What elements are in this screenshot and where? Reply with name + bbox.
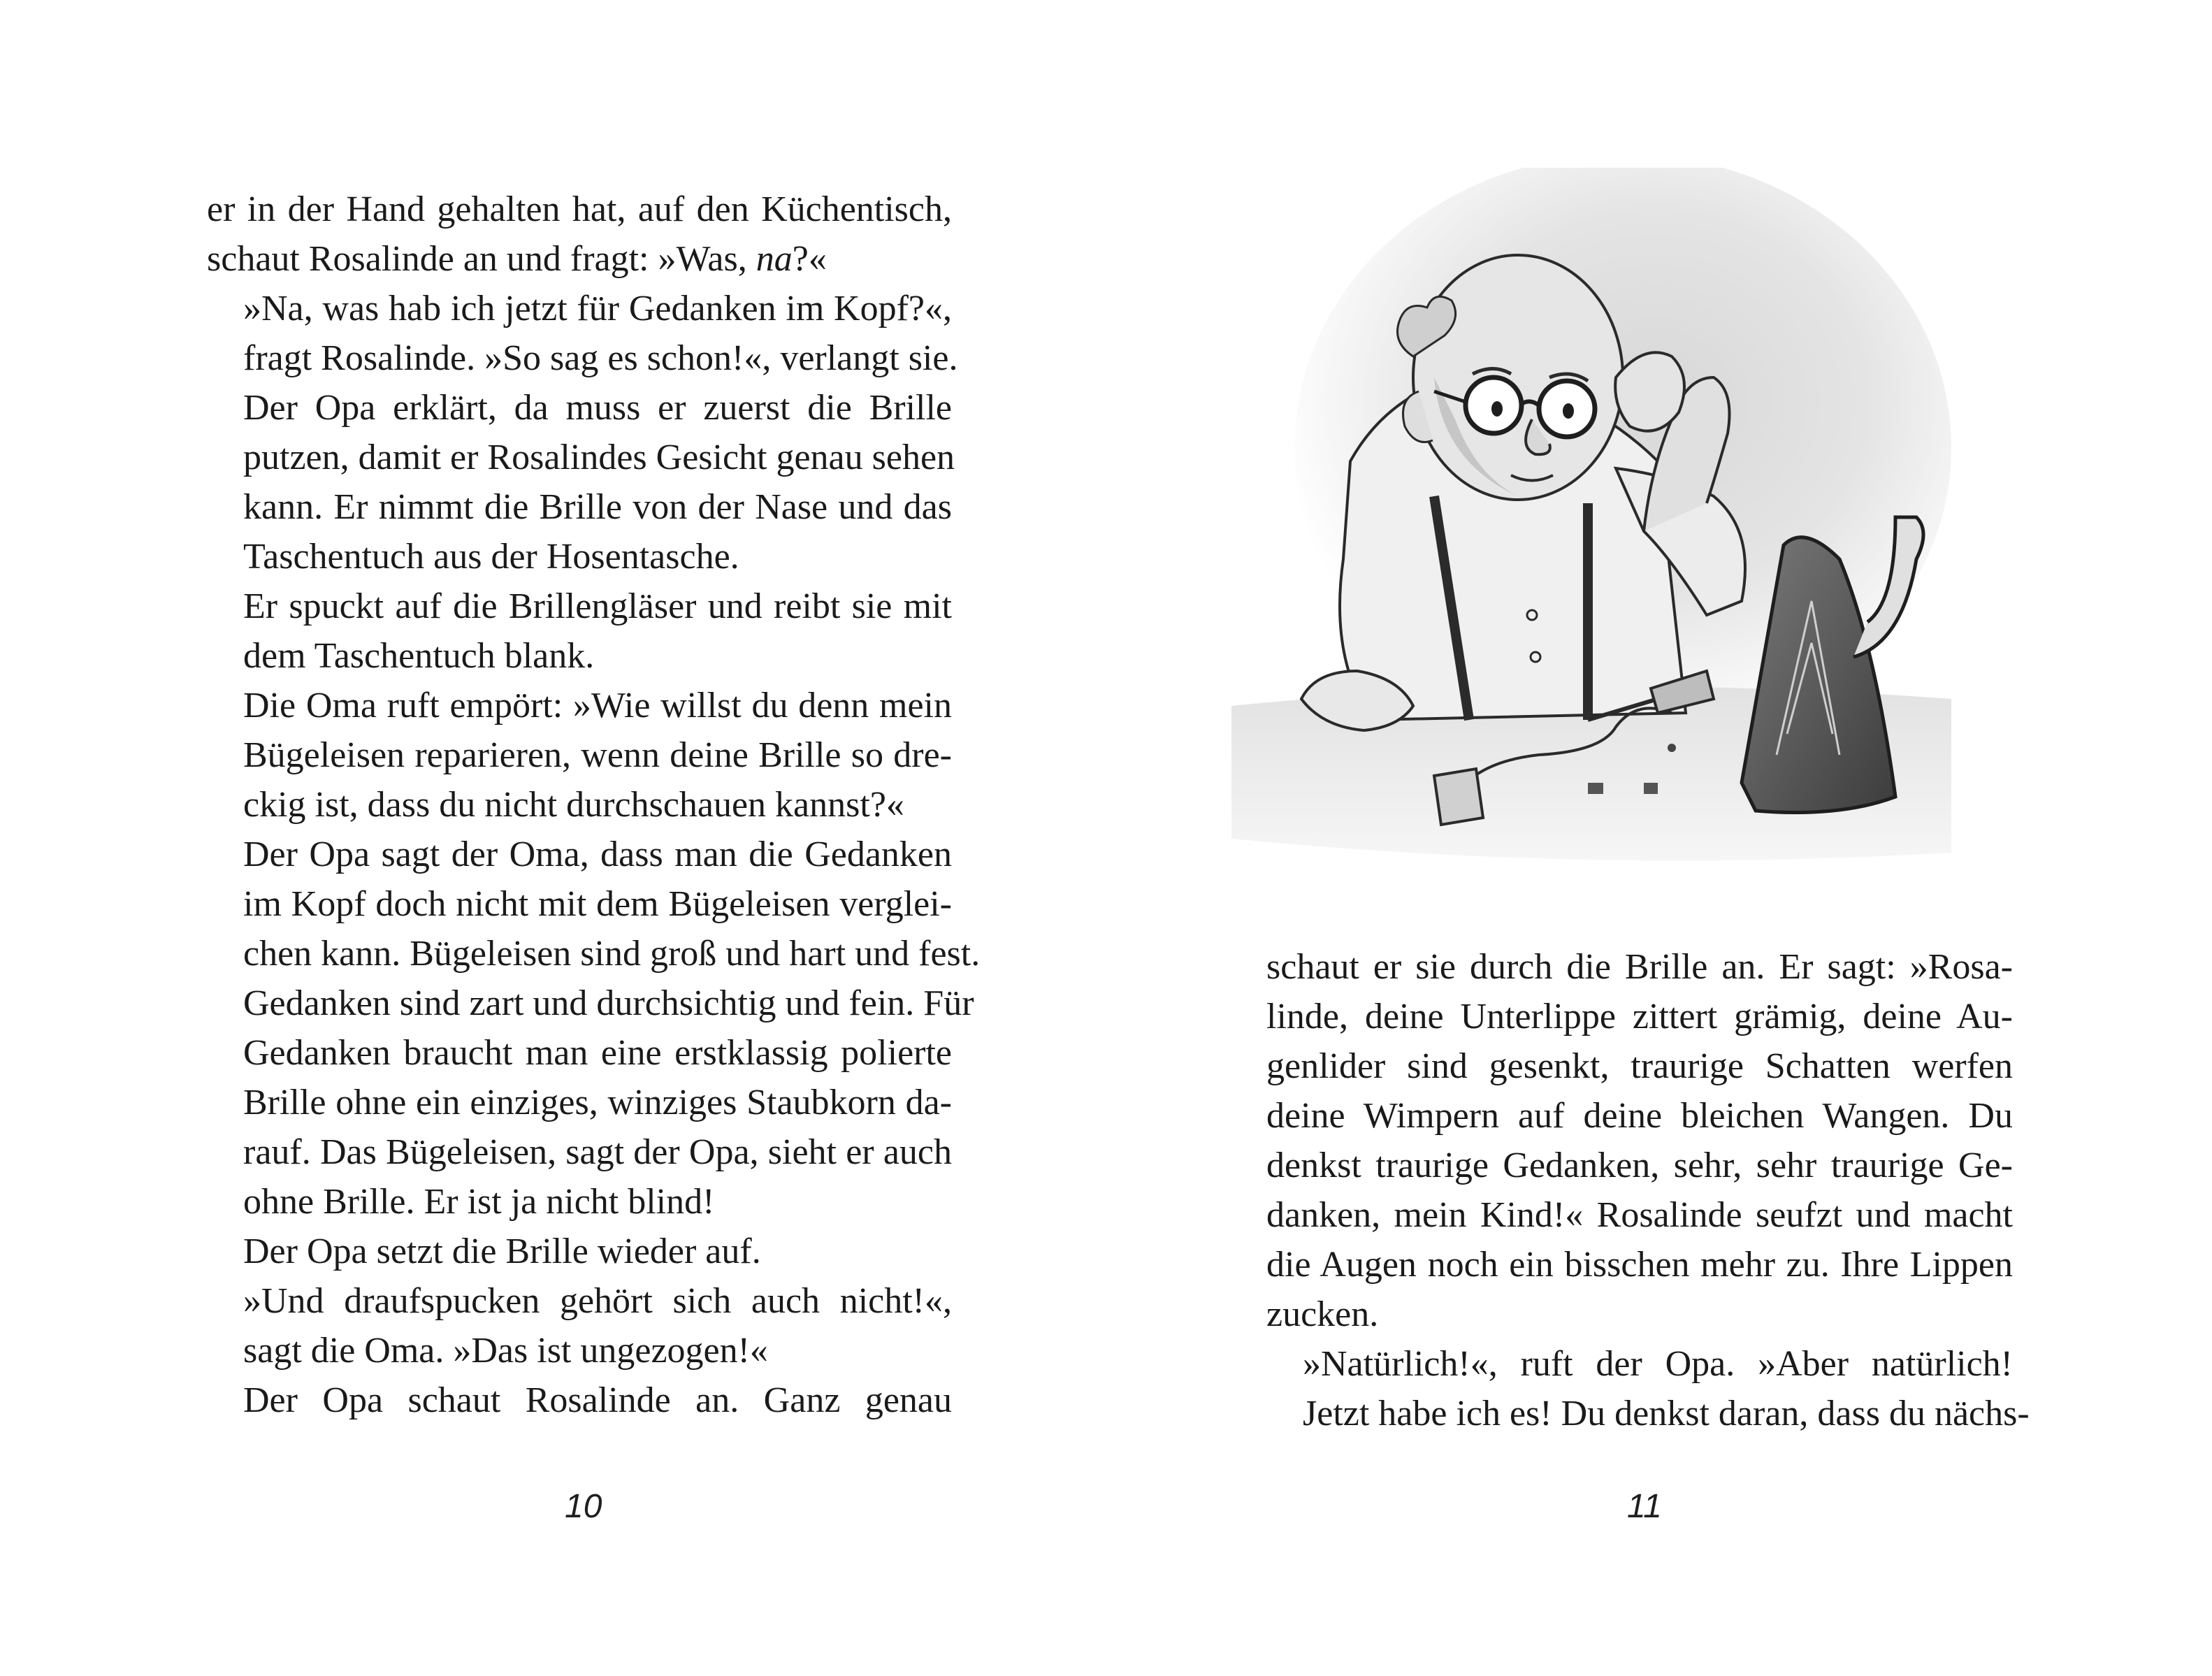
text-line: ohne Brille. Er ist ja nicht blind! xyxy=(243,1182,715,1222)
text-line: genlider sind gesenkt, traurige Schatten werfen xyxy=(1266,1046,2013,1086)
head xyxy=(1413,255,1623,500)
text-line: fragt Rosalinde. »So sag es schon!«, verlangt sie. xyxy=(243,338,958,378)
text-line: »Na, was hab ich jetzt für Gedanken im Kopf?«, xyxy=(243,289,952,328)
eye-right xyxy=(1563,403,1574,419)
text-line: im Kopf doch nicht mit dem Bügeleisen verglei- xyxy=(243,884,952,924)
text-line: Jetzt habe ich es! Du denkst daran, dass du nächs- xyxy=(1303,1394,2030,1433)
text-line: dem Taschentuch blank. xyxy=(243,636,595,676)
text-line: Die Oma ruft empört: »Wie willst du denn mein xyxy=(243,686,952,725)
text-line: Der Opa erklärt, da muss er zuerst die Brille xyxy=(243,388,952,428)
text-line: sagt die Oma. »Das ist ungezogen!« xyxy=(243,1331,768,1371)
left-page-text xyxy=(207,185,981,1425)
eye-left xyxy=(1491,401,1503,417)
paragraph xyxy=(207,581,952,681)
text-line: Der Opa schaut Rosalinde an. Ganz genau xyxy=(243,1380,952,1420)
right-page xyxy=(1106,0,2212,1676)
text-line: zucken. xyxy=(1266,1294,1379,1334)
text-line: danken, mein Kind!« Rosalinde seufzt und macht xyxy=(1266,1195,2013,1235)
paragraph xyxy=(207,681,952,830)
paragraph xyxy=(207,185,952,284)
paragraph xyxy=(1266,1339,2030,1438)
text-line: »Und draufspucken gehört sich auch nicht!«, xyxy=(243,1281,952,1321)
text-line: Gedanken sind zart und durchsichtig und fein. Für xyxy=(243,983,974,1023)
text-line: Brille ohne ein einziges, winziges Staubkorn da- xyxy=(243,1083,952,1122)
screw xyxy=(1588,783,1603,794)
paragraph xyxy=(207,1276,952,1375)
text-line: linde, deine Unterlippe zittert grämig, deine Au- xyxy=(1266,997,2013,1036)
paragraph xyxy=(207,383,955,581)
paragraph xyxy=(1266,942,2013,1339)
text-line: rauf. Das Bügeleisen, sagt der Opa, sieht er auch xyxy=(243,1132,952,1172)
text-line: »Natürlich!«, ruft der Opa. »Aber natürlich! xyxy=(1303,1344,2013,1384)
text-line: Bügeleisen reparieren, wenn deine Brille so dre- xyxy=(243,735,952,775)
screw xyxy=(1668,744,1676,752)
text-line: Der Opa sagt der Oma, dass man die Gedanken xyxy=(243,835,952,874)
text-line: Der Opa setzt die Brille wieder auf. xyxy=(243,1231,761,1271)
text-line: Er spuckt auf die Brillengläser und reibt sie mit xyxy=(243,586,952,626)
text-line: Gedanken braucht man eine erstklassig polierte xyxy=(243,1033,952,1073)
page-number-right: 11 xyxy=(1627,1488,1662,1525)
text-line: er in der Hand gehalten hat, auf den Küchentisch, xyxy=(207,189,952,229)
screw xyxy=(1644,783,1658,794)
right-page-text xyxy=(1266,942,2030,1438)
page-number-left: 10 xyxy=(565,1488,602,1525)
text-line: schaut er sie durch die Brille an. Er sagt: »Rosa- xyxy=(1266,947,2013,987)
paragraph xyxy=(207,1375,952,1425)
text-line: chen kann. Bügeleisen sind groß und hart und fest. xyxy=(243,934,981,974)
text-line: deine Wimpern auf deine bleichen Wangen. Du xyxy=(1266,1096,2013,1136)
paragraph xyxy=(207,284,958,383)
plug xyxy=(1434,769,1483,825)
paragraph xyxy=(207,830,981,1227)
text-line: kann. Er nimmt die Brille von der Nase und das xyxy=(243,487,952,527)
paragraph xyxy=(207,1227,952,1276)
text-line: Taschentuch aus der Hosentasche. xyxy=(243,537,739,577)
text-line: schaut Rosalinde an und fragt: »Was, na?« xyxy=(207,239,827,279)
text-line: ckig ist, dass du nicht durchschauen kannst?« xyxy=(243,785,904,825)
old-man-with-iron-illustration xyxy=(1224,168,1965,874)
text-line: denkst traurige Gedanken, sehr, sehr traurige Ge- xyxy=(1266,1146,2013,1185)
text-line: putzen, damit er Rosalindes Gesicht genau sehen xyxy=(243,438,955,477)
text-line: die Augen noch ein bisschen mehr zu. Ihre Lippen xyxy=(1266,1245,2013,1285)
